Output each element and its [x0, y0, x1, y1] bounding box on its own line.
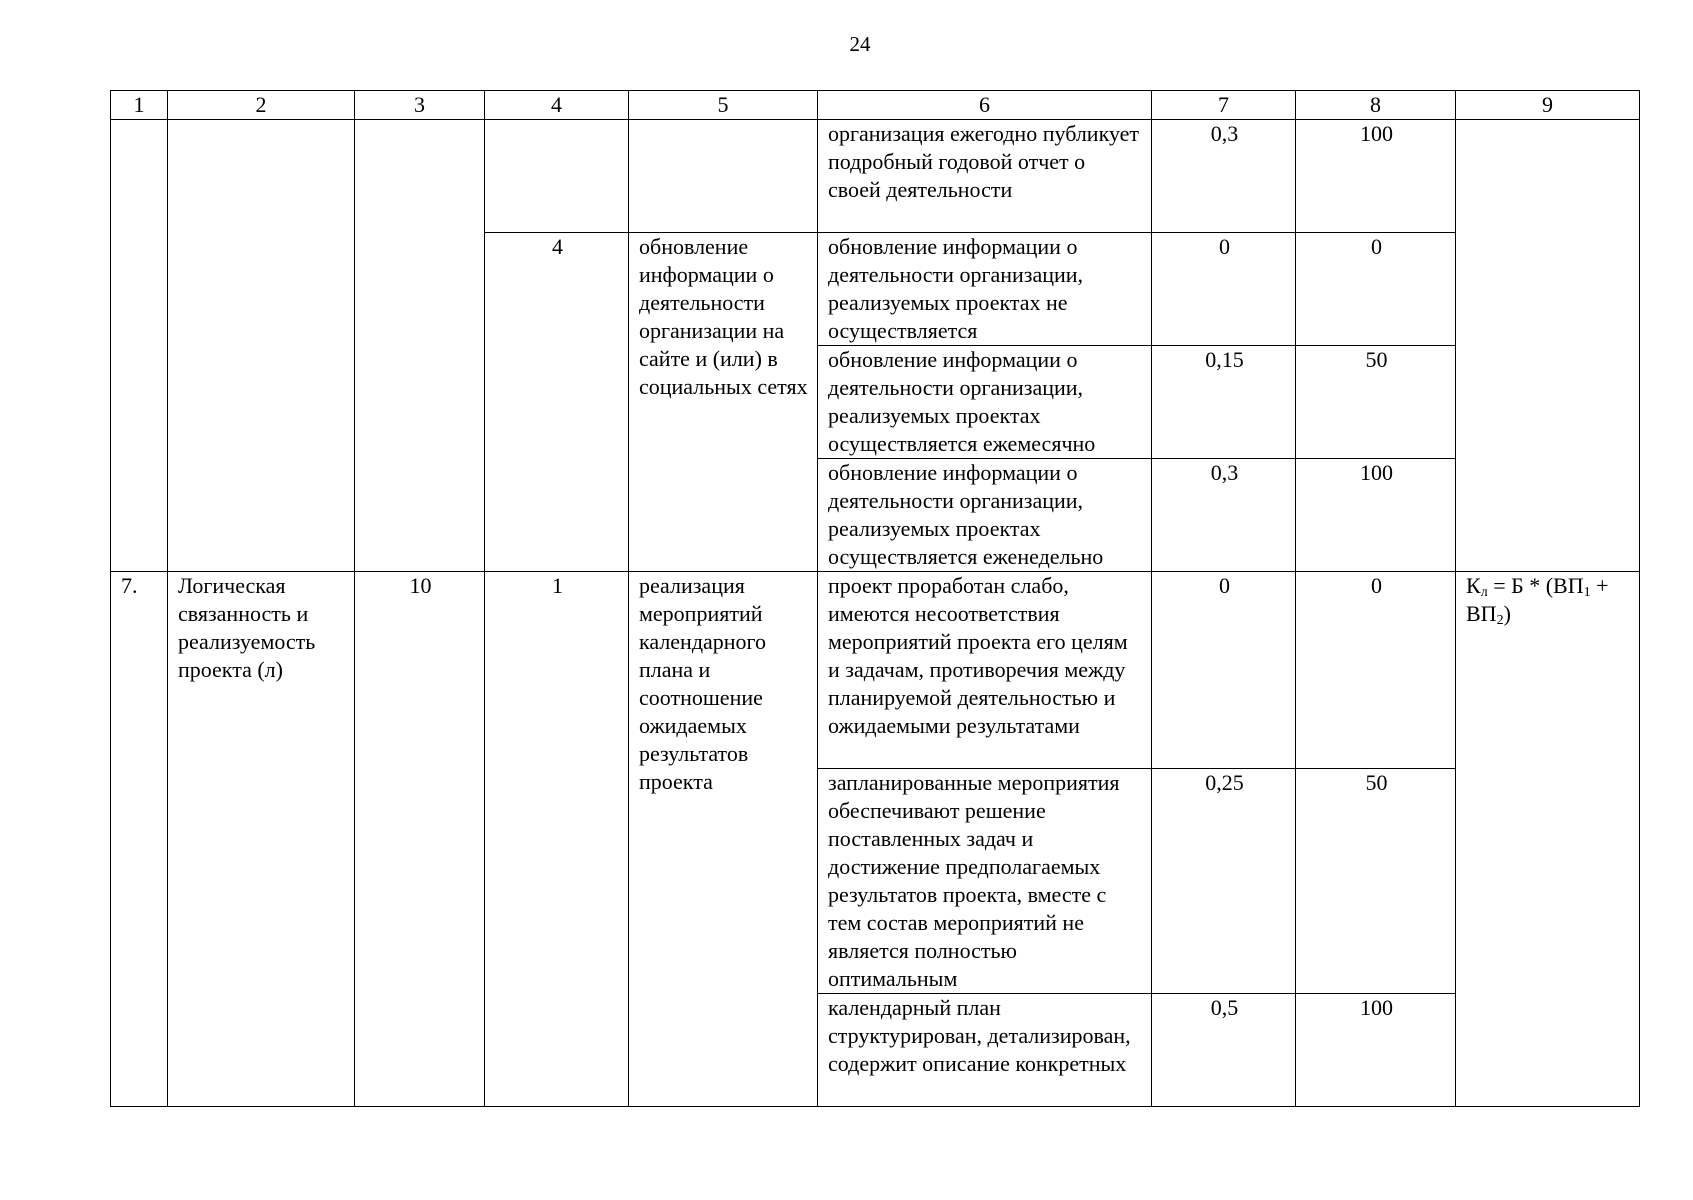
cell-description: организация ежегодно публикует подробный годовой отчет о своей деятельности [818, 120, 1152, 233]
header-col-6: 6 [818, 91, 1152, 120]
cell-coefficient: 0 [1152, 233, 1296, 346]
table-row [111, 120, 1640, 233]
table-row [111, 572, 1640, 769]
cell-indicator-number: 4 [485, 233, 629, 572]
formula-plus: + ВП [1466, 573, 1609, 626]
formula-k: К [1466, 573, 1481, 598]
cell-coefficient: 0,15 [1152, 346, 1296, 459]
page-number: 24 [849, 32, 871, 56]
table-header-row [111, 91, 1640, 120]
cell-indicator-number [485, 120, 629, 233]
header-col-9: 9 [1456, 91, 1640, 120]
cell-coefficient: 0,25 [1152, 769, 1296, 994]
cell-coefficient: 0,3 [1152, 120, 1296, 233]
cell-coefficient: 0,3 [1152, 459, 1296, 572]
cell-formula [1456, 120, 1640, 572]
formula-sub-1: 1 [1583, 585, 1591, 600]
cell-number: 7. [111, 572, 168, 1107]
cell-coefficient: 0 [1152, 572, 1296, 769]
cell-number [111, 120, 168, 572]
cell-criterion: Логическая связанность и реализуемость проекта (л) [168, 572, 355, 1107]
header-col-8: 8 [1296, 91, 1456, 120]
cell-weight [355, 120, 485, 572]
criteria-table [110, 90, 1640, 1107]
cell-score: 100 [1296, 120, 1456, 233]
cell-score: 50 [1296, 769, 1456, 994]
formula-end: ) [1503, 601, 1511, 626]
cell-description: календарный план структурирован, детализирован, содержит описание конкретных [818, 994, 1152, 1107]
cell-formula [1456, 572, 1640, 1107]
cell-indicator-number: 1 [485, 572, 629, 1107]
cell-indicator: обновление информации о деятельности организации на сайте и (или) в социальных сетях [629, 233, 818, 572]
formula-mid: = Б * (ВП [1487, 573, 1584, 598]
formula-sub-l: л [1480, 585, 1488, 600]
cell-description: обновление информации о деятельности организации, реализуемых проектах осуществляется еженедельно [818, 459, 1152, 572]
cell-indicator [629, 120, 818, 233]
cell-score: 100 [1296, 459, 1456, 572]
header-col-1: 1 [111, 91, 168, 120]
cell-description: запланированные мероприятия обеспечивают решение поставленных задач и достижение предполагаемых результатов проекта, вместе с тем состав мероприятий не является полностью оптимальным [818, 769, 1152, 994]
header-col-4: 4 [485, 91, 629, 120]
cell-coefficient: 0,5 [1152, 994, 1296, 1107]
cell-description: обновление информации о деятельности организации, реализуемых проектах не осуществляется [818, 233, 1152, 346]
header-col-3: 3 [355, 91, 485, 120]
cell-indicator: реализация мероприятий календарного плана и соотношение ожидаемых результатов проекта [629, 572, 818, 1107]
cell-weight: 10 [355, 572, 485, 1107]
cell-score: 100 [1296, 994, 1456, 1107]
cell-score: 0 [1296, 572, 1456, 769]
cell-score: 50 [1296, 346, 1456, 459]
header-col-5: 5 [629, 91, 818, 120]
header-col-7: 7 [1152, 91, 1296, 120]
cell-score: 0 [1296, 233, 1456, 346]
cell-description: проект проработан слабо, имеются несоответствия мероприятий проекта его целям и задачам, противоречия между планируемой деятельностью и ожидаемыми результатами [818, 572, 1152, 769]
cell-criterion [168, 120, 355, 572]
cell-description: обновление информации о деятельности организации, реализуемых проектах осуществляется ежемесячно [818, 346, 1152, 459]
formula-sub-2: 2 [1496, 613, 1504, 628]
header-col-2: 2 [168, 91, 355, 120]
